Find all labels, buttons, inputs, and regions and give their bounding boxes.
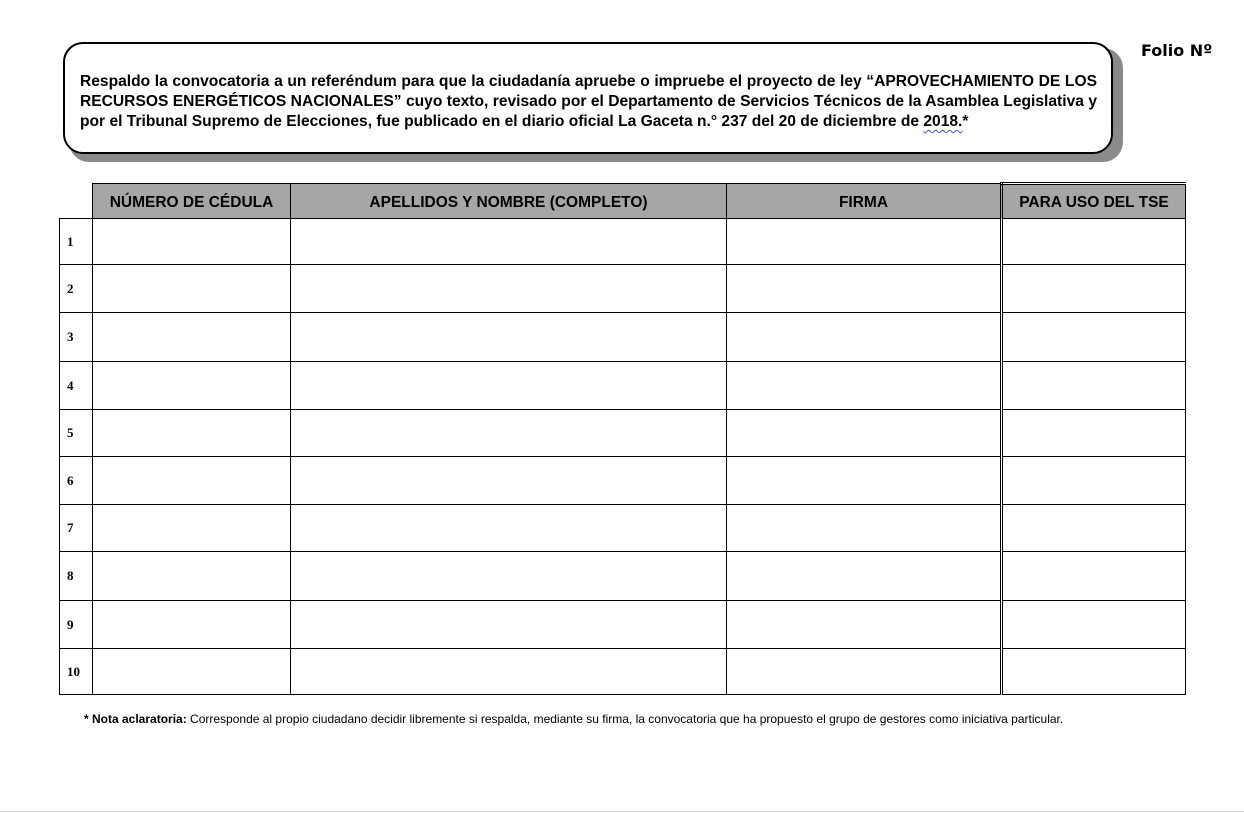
row-number: 5 [60, 410, 93, 457]
cedula-cell[interactable] [93, 219, 291, 265]
nombre-cell[interactable] [291, 505, 727, 552]
row-number: 1 [60, 219, 93, 265]
table-body [60, 219, 1186, 695]
firma-cell[interactable] [727, 457, 1002, 505]
footnote-text: Corresponde al propio ciudadano decidir libremente si respalda, mediante su firma, la convocatoria que ha propuesto el grupo de gestores como iniciativa particular. [186, 712, 1064, 726]
firma-cell[interactable] [727, 362, 1002, 410]
header-tse: PARA USO DEL TSE [1002, 184, 1186, 219]
header-nombre: APELLIDOS Y NOMBRE (COMPLETO) [291, 184, 727, 219]
firma-cell[interactable] [727, 552, 1002, 601]
nombre-cell[interactable] [291, 313, 727, 362]
cedula-cell[interactable] [93, 552, 291, 601]
header-cedula: NÚMERO DE CÉDULA [93, 184, 291, 219]
row-number: 2 [60, 265, 93, 313]
cedula-cell[interactable] [93, 649, 291, 695]
cedula-cell[interactable] [93, 457, 291, 505]
table-row [60, 265, 1186, 313]
cedula-cell[interactable] [93, 505, 291, 552]
notice-text-body: Respaldo la convocatoria a un referéndum para que la ciudadanía apruebe o impruebe el proyecto de ley “APROVECHAMIENTO DE LOS RECURSOS ENERGÉTICOS NACIONALES” cuyo texto, revisado por el Departamento de Servicios Técnicos de la Asamblea Legislativa y por el Tribunal Supremo de Elecciones, fue publicado en el diario oficial La Gaceta n.° 237 del 20 de diciembre de [80, 73, 1097, 130]
page-bottom-divider [0, 811, 1244, 812]
tse-cell[interactable] [1002, 649, 1186, 695]
table-row [60, 601, 1186, 649]
table-row [60, 313, 1186, 362]
row-number: 6 [60, 457, 93, 505]
row-number: 3 [60, 313, 93, 362]
row-number: 7 [60, 505, 93, 552]
tse-cell[interactable] [1002, 552, 1186, 601]
table-header-row [60, 184, 1186, 219]
row-number: 8 [60, 552, 93, 601]
nombre-cell[interactable] [291, 265, 727, 313]
tse-cell[interactable] [1002, 265, 1186, 313]
table-row [60, 362, 1186, 410]
tse-cell[interactable] [1002, 601, 1186, 649]
tse-cell[interactable] [1002, 410, 1186, 457]
notice-asterisk: * [962, 113, 969, 130]
nombre-cell[interactable] [291, 649, 727, 695]
folio-label: Folio Nº [1141, 41, 1213, 60]
firma-cell[interactable] [727, 410, 1002, 457]
notice-box [63, 42, 1113, 154]
nombre-cell[interactable] [291, 362, 727, 410]
tse-cell[interactable] [1002, 457, 1186, 505]
firma-cell[interactable] [727, 601, 1002, 649]
firma-cell[interactable] [727, 649, 1002, 695]
row-number: 10 [60, 649, 93, 695]
cedula-cell[interactable] [93, 265, 291, 313]
cedula-cell[interactable] [93, 601, 291, 649]
nombre-cell[interactable] [291, 457, 727, 505]
firma-cell[interactable] [727, 265, 1002, 313]
notice-year: 2018. [923, 113, 963, 130]
footnote-label: * Nota aclaratoria: [84, 712, 187, 726]
firma-cell[interactable] [727, 313, 1002, 362]
table-row [60, 552, 1186, 601]
tse-cell[interactable] [1002, 505, 1186, 552]
nombre-cell[interactable] [291, 601, 727, 649]
table-row [60, 649, 1186, 695]
nombre-cell[interactable] [291, 552, 727, 601]
nombre-cell[interactable] [291, 219, 727, 265]
cedula-cell[interactable] [93, 410, 291, 457]
header-corner [60, 184, 93, 219]
tse-cell[interactable] [1002, 362, 1186, 410]
tse-cell[interactable] [1002, 313, 1186, 362]
firma-cell[interactable] [727, 219, 1002, 265]
table-row [60, 505, 1186, 552]
firma-cell[interactable] [727, 505, 1002, 552]
cedula-cell[interactable] [93, 362, 291, 410]
table-row [60, 457, 1186, 505]
tse-cell[interactable] [1002, 219, 1186, 265]
footnote [84, 712, 1063, 726]
row-number: 9 [60, 601, 93, 649]
notice-text [80, 72, 1097, 132]
signature-table [59, 182, 1186, 695]
cedula-cell[interactable] [93, 313, 291, 362]
table-row [60, 410, 1186, 457]
table-row [60, 219, 1186, 265]
header-firma: FIRMA [727, 184, 1002, 219]
row-number: 4 [60, 362, 93, 410]
nombre-cell[interactable] [291, 410, 727, 457]
